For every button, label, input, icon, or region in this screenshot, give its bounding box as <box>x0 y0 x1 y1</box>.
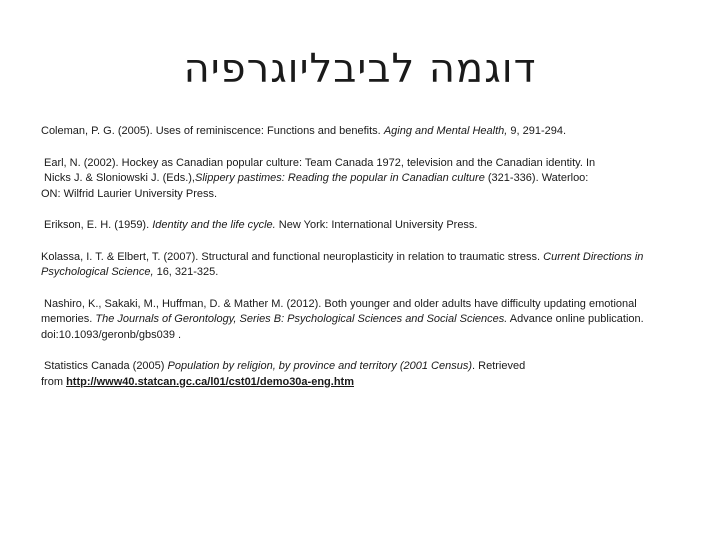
ref-text: 9, 291-294. <box>507 125 567 137</box>
ref-text: Kolassa, I. T. & Elbert, T. (2007). Structural and functional neuroplasticity in relation to traumatic stress. <box>41 250 544 263</box>
reference-list <box>41 124 681 406</box>
ref-text: Nashiro, K., Sakaki, M., Huffman, D. & Mather M. (2012). Both younger and older adults have difficulty updating emotional memories. <box>41 297 637 325</box>
ref-text: Erikson, E. H. (1959). <box>44 219 153 231</box>
ref-book-title: Slippery pastimes: Reading the popular in Canadian culture <box>194 172 485 184</box>
ref-text: Earl, N. (2002). Hockey as Canadian popular culture: Team Canada 1972, television and the Canadian identity. In <box>44 156 596 169</box>
ref-report-title: Population by religion, by province and territory (2001 Census) <box>167 360 473 372</box>
ref-journal: Current Directions in Psychological Science, <box>41 250 644 278</box>
reference-statcan <box>41 359 681 390</box>
ref-text: Coleman, P. G. (2005). Uses of reminiscence: Functions and benefits. <box>41 125 384 137</box>
reference-kolassa <box>41 250 681 281</box>
ref-text: Statistics Canada (2005) <box>44 360 168 372</box>
ref-text: . Retrieved <box>472 360 526 372</box>
ref-text: ON: Wilfrid Laurier University Press. <box>41 187 218 200</box>
ref-text: Advance online publication. doi:10.1093/geronb/gbs039 . <box>41 313 644 341</box>
ref-text: New York: International University Press. <box>275 219 478 231</box>
ref-text: (321-336). Waterloo: <box>484 172 589 184</box>
reference-erikson <box>41 218 681 234</box>
ref-journal: The Journals of Gerontology, Series B: Psychological Sciences and Social Sciences. <box>95 313 508 325</box>
ref-book-title: Identity and the life cycle. <box>152 219 276 231</box>
ref-journal: Aging and Mental Health, <box>383 125 508 137</box>
reference-earl <box>41 156 681 203</box>
page-title: דוגמה לביבליוגרפיה <box>183 46 537 92</box>
reference-coleman <box>41 124 681 140</box>
ref-text: Nicks J. & Sloniowski J. (Eds.), <box>44 172 195 184</box>
statcan-link[interactable]: http://www40.statcan.gc.ca/l01/cst01/demo30a-eng.htm <box>66 375 354 388</box>
ref-text: from <box>41 375 67 388</box>
reference-nashiro <box>41 297 681 344</box>
ref-text: 16, 321-325. <box>153 266 219 278</box>
